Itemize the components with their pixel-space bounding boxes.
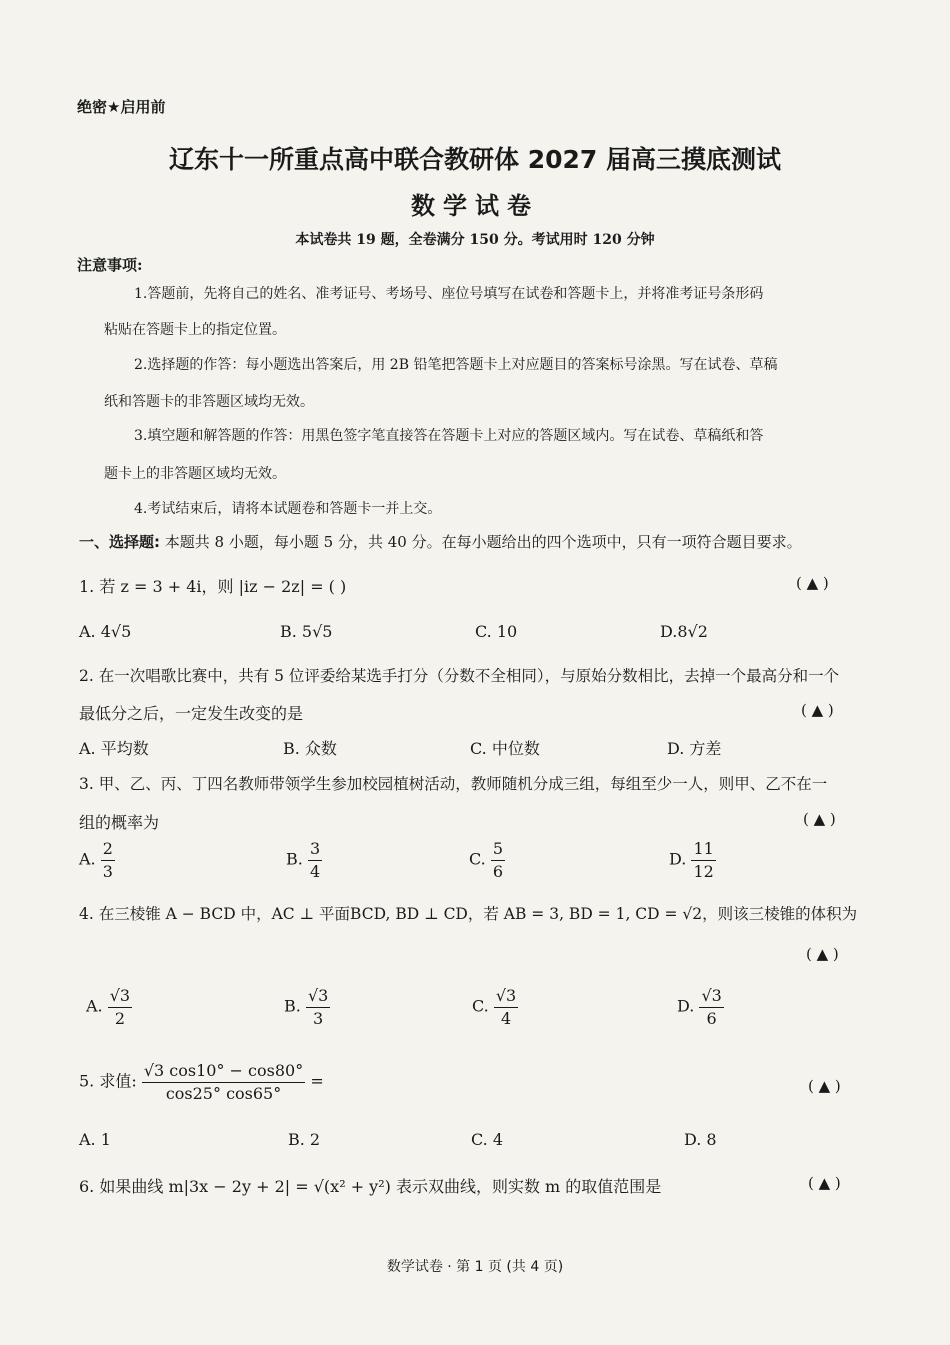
question-3-option-a xyxy=(79,840,115,880)
question-2-line-2: 最低分之后，一定发生改变的是 xyxy=(79,704,304,723)
section-label: 一、选择题: xyxy=(79,533,160,551)
question-5-option-a: A. 1 xyxy=(79,1130,111,1149)
option-label: A. xyxy=(86,996,103,1016)
option-label: B. xyxy=(284,996,301,1016)
question-2-option-d: D. 方差 xyxy=(667,739,722,758)
fraction-numerator: √3 xyxy=(494,987,518,1008)
option-fraction xyxy=(101,840,115,880)
question-5-suffix: = xyxy=(310,1071,324,1091)
option-label: D. xyxy=(669,849,687,869)
question-5-stem xyxy=(79,1062,324,1102)
note-4: 4.考试结束后，请将本试题卷和答题卡一并上交。 xyxy=(134,501,442,517)
question-6-answer-mark: ( ▲ ) xyxy=(808,1174,841,1192)
fraction-denominator: 4 xyxy=(500,1008,512,1028)
question-4-option-d xyxy=(677,987,724,1027)
question-5-option-c: C. 4 xyxy=(471,1130,504,1149)
fraction-numerator: √3 xyxy=(108,987,132,1008)
question-2-option-a: A. 平均数 xyxy=(79,739,149,758)
option-fraction xyxy=(491,840,505,880)
question-5-option-d: D. 8 xyxy=(684,1130,717,1149)
fraction-denominator: cos25° cos65° xyxy=(165,1083,282,1103)
option-label: C. xyxy=(472,996,489,1016)
question-2-option-b: B. 众数 xyxy=(283,739,337,758)
question-1-option-d: D.8√2 xyxy=(660,622,708,641)
fraction-denominator: 4 xyxy=(309,861,321,881)
question-1-answer-mark: ( ▲ ) xyxy=(796,574,829,592)
question-3-line-2: 组的概率为 xyxy=(79,813,160,832)
exam-meta: 本试卷共 19 题，全卷满分 150 分。考试用时 120 分钟 xyxy=(295,232,655,248)
question-3-option-d xyxy=(669,840,716,880)
question-1-option-b: B. 5√5 xyxy=(280,622,333,641)
note-1-line-2: 粘贴在答题卡上的指定位置。 xyxy=(104,322,286,338)
notes-heading: 注意事项: xyxy=(77,256,143,274)
section-desc: 本题共 8 小题，每小题 5 分，共 40 分。在每小题给出的四个选项中，只有一项符合题目要求。 xyxy=(164,533,802,551)
fraction-denominator: 3 xyxy=(313,1008,324,1028)
question-5-prefix: 5. 求值: xyxy=(79,1071,137,1091)
fraction-numerator: 3 xyxy=(308,840,322,861)
confidential-label: 绝密★启用前 xyxy=(77,98,166,116)
fraction-numerator: 5 xyxy=(491,840,505,861)
option-label: D. xyxy=(677,996,695,1016)
option-label: A. xyxy=(79,849,96,869)
fraction-numerator: √3 xyxy=(306,987,330,1008)
question-1-option-a: A. 4√5 xyxy=(79,622,132,641)
question-5-answer-mark: ( ▲ ) xyxy=(808,1077,841,1095)
question-1-stem: 1. 若 z = 3 + 4i，则 |iz − 2z| = ( ) xyxy=(79,577,347,596)
option-fraction xyxy=(699,987,723,1027)
exam-subtitle: 数学试卷 xyxy=(411,192,539,220)
note-2-line-1: 2.选择题的作答：每小题选出答案后，用 2B 铅笔把答题卡上对应题目的答案标号涂黑。写在试卷、草稿 xyxy=(134,357,778,373)
fraction-denominator: 3 xyxy=(102,861,113,881)
option-fraction xyxy=(308,840,322,880)
fraction-numerator: 11 xyxy=(691,840,715,861)
fraction-numerator: √3 xyxy=(699,987,723,1008)
note-2-line-2: 纸和答题卡的非答题区域均无效。 xyxy=(104,394,314,410)
question-5-fraction xyxy=(142,1062,305,1102)
option-fraction xyxy=(691,840,715,880)
note-3-line-2: 题卡上的非答题区域均无效。 xyxy=(104,466,286,482)
question-5-option-b: B. 2 xyxy=(288,1130,321,1149)
question-3-line-1: 3. 甲、乙、丙、丁四名教师带领学生参加校园植树活动，教师随机分成三组，每组至少一人，则甲、乙不在一 xyxy=(79,775,828,793)
question-3-answer-mark: ( ▲ ) xyxy=(803,810,836,828)
fraction-numerator: √3 cos10° − cos80° xyxy=(142,1062,305,1083)
exam-title: 辽东十一所重点高中联合教研体 2027 届高三摸底测试 xyxy=(169,145,781,174)
question-3-option-b xyxy=(286,840,322,880)
question-2-option-c: C. 中位数 xyxy=(470,739,540,758)
question-4-option-c xyxy=(472,987,518,1027)
fraction-denominator: 6 xyxy=(706,1008,717,1028)
question-2-line-1: 2. 在一次唱歌比赛中，共有 5 位评委给某选手打分（分数不全相同），与原始分数相比，去掉一个最高分和一个 xyxy=(79,667,840,685)
question-1-option-c: C. 10 xyxy=(475,622,518,641)
option-label: C. xyxy=(469,849,486,869)
fraction-denominator: 6 xyxy=(492,861,504,881)
question-2-answer-mark: ( ▲ ) xyxy=(801,701,834,719)
question-4-option-b xyxy=(284,987,330,1027)
option-fraction xyxy=(306,987,330,1027)
question-4-stem: 4. 在三棱锥 A − BCD 中，AC ⊥ 平面BCD, BD ⊥ CD，若 AB = 3, BD = 1, CD = √2，则该三棱锥的体积为 xyxy=(79,905,858,923)
fraction-denominator: 12 xyxy=(693,861,714,881)
option-label: B. xyxy=(286,849,303,869)
question-3-option-c xyxy=(469,840,505,880)
question-4-answer-mark: ( ▲ ) xyxy=(806,945,839,963)
option-fraction xyxy=(108,987,132,1027)
option-fraction xyxy=(494,987,518,1027)
note-3-line-1: 3.填空题和解答题的作答：用黑色签字笔直接答在答题卡上对应的答题区域内。写在试卷、草稿纸和答 xyxy=(134,428,764,444)
question-6-stem: 6. 如果曲线 m|3x − 2y + 2| = √(x² + y²) 表示双曲线，则实数 m 的取值范围是 xyxy=(79,1177,662,1196)
fraction-denominator: 2 xyxy=(114,1008,126,1028)
fraction-numerator: 2 xyxy=(101,840,115,861)
section-heading xyxy=(79,531,802,552)
note-1-line-1: 1.答题前，先将自己的姓名、准考证号、考场号、座位号填写在试卷和答题卡上，并将准考证号条形码 xyxy=(134,286,764,302)
question-4-option-a xyxy=(86,987,132,1027)
page-footer: 数学试卷 · 第 1 页 (共 4 页) xyxy=(386,1259,564,1275)
